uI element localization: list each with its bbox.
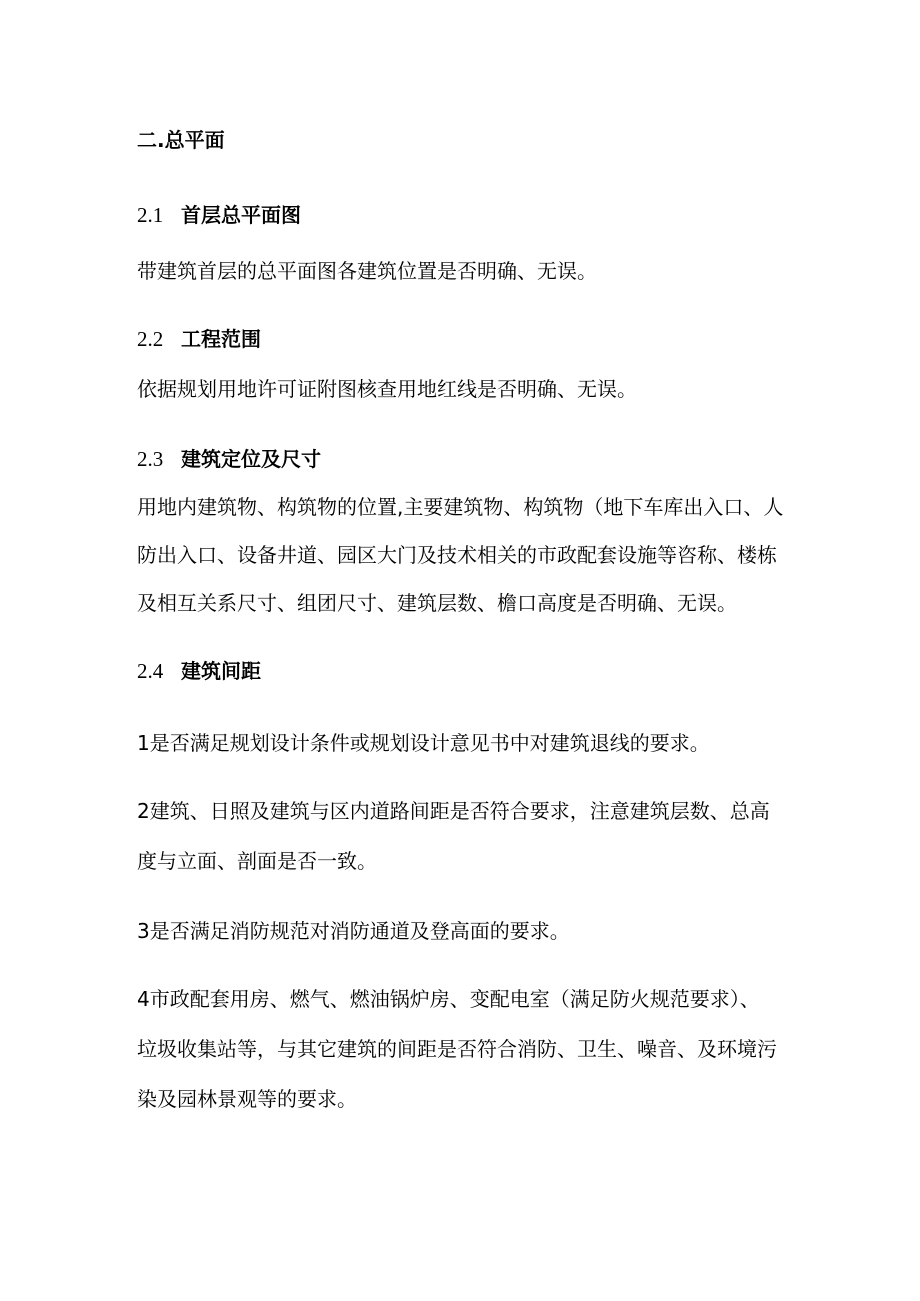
section-heading-2-1 (137, 202, 301, 228)
list-item-line: 染及园林景观等的要求。 (137, 1087, 357, 1111)
list-item-line: 4市政配套用房、燃气、燃油锅炉房、变配电室（满足防火规范要求）、 (137, 987, 760, 1011)
paragraph-line: 防出入口、设备井道、园区大门及技术相关的市政配套设施等咨称、楼栋 (137, 543, 777, 567)
section-title: 首层总平面图 (181, 203, 301, 227)
paragraph-line: 带建筑首层的总平面图各建筑位置是否明确、无误。 (137, 259, 597, 283)
section-heading-2-4 (137, 658, 261, 684)
list-item-line: 1是否满足规划设计条件或规划设计意见书中对建筑退线的要求。 (137, 731, 710, 755)
list-item-line: 度与立面、剖面是否一致。 (137, 849, 377, 873)
list-item-line: 2建筑、日照及建筑与区内道路间距是否符合要求，注意建筑层数、总高 (137, 799, 770, 823)
section-number: 2.3 (137, 447, 164, 471)
section-number: 2.4 (137, 659, 164, 683)
paragraph-line: 依据规划用地许可证附图核查用地红线是否明确、无误。 (137, 377, 637, 401)
section-title: 工程范围 (181, 327, 261, 351)
chapter-title: 二.总平面 (137, 128, 225, 152)
paragraph-line: 及相互关系尺寸、组团尺寸、建筑层数、檐口高度是否明确、无误。 (137, 591, 737, 615)
section-heading-2-3 (137, 446, 321, 472)
section-title: 建筑间距 (181, 659, 261, 683)
paragraph-line: 用地内建筑物、构筑物的位置,主要建筑物、构筑物（地下车库出入口、人 (137, 495, 784, 519)
section-heading-2-2 (137, 326, 261, 352)
list-item-line: 3是否满足消防规范对消防通道及登高面的要求。 (137, 919, 570, 943)
list-item-line: 垃圾收集站等，与其它建筑的间距是否符合消防、卫生、噪音、及环境污 (137, 1037, 777, 1061)
section-number: 2.2 (137, 327, 164, 351)
section-number: 2.1 (137, 203, 164, 227)
section-title: 建筑定位及尺寸 (181, 447, 321, 471)
